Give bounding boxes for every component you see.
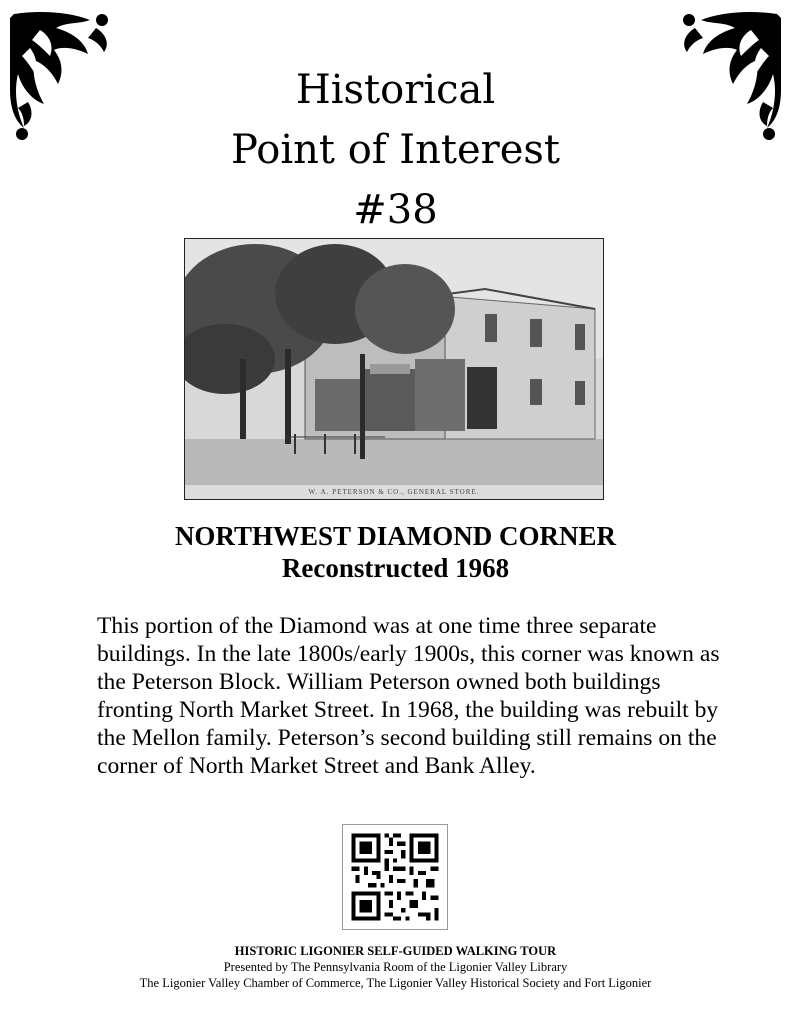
qr-code-icon[interactable] — [342, 824, 448, 930]
site-subtitle: Reconstructed 1968 — [281, 553, 510, 583]
building-photo-illustration — [185, 239, 604, 500]
description-paragraph: This portion of the Diamond was at one time three separate buildings. In the late 1800s/early 1900s, this corner was known as the Peterson Block. William Peterson owned both buildings fronting North Market Street. In 1968, the building was rebuilt by the Mellon family. Peterson’s second building still remains on the corner of North Market Street and Bank Alley. — [97, 613, 720, 779]
footer-tour-title: HISTORIC LIGONIER SELF-GUIDED WALKING TOUR — [234, 944, 557, 958]
qr-code-graphic — [343, 825, 447, 929]
title-line-1: Historical — [295, 67, 496, 113]
footer-presented-by: Presented by The Pennsylvania Room of the Ligonier Valley Library — [223, 960, 568, 974]
site-heading — [0, 520, 791, 584]
historical-photo — [184, 238, 604, 500]
page-title — [0, 60, 791, 240]
site-name: NORTHWEST DIAMOND CORNER — [174, 521, 617, 551]
title-line-2: Point of Interest — [230, 127, 561, 173]
footer-partners: The Ligonier Valley Chamber of Commerce, The Ligonier Valley Historical Society and Fort Ligonier — [139, 976, 652, 990]
title-line-3: #38 — [353, 187, 438, 233]
photo-caption: W. A. PETERSON & CO., GENERAL STORE. — [308, 488, 480, 496]
footer — [0, 943, 791, 991]
